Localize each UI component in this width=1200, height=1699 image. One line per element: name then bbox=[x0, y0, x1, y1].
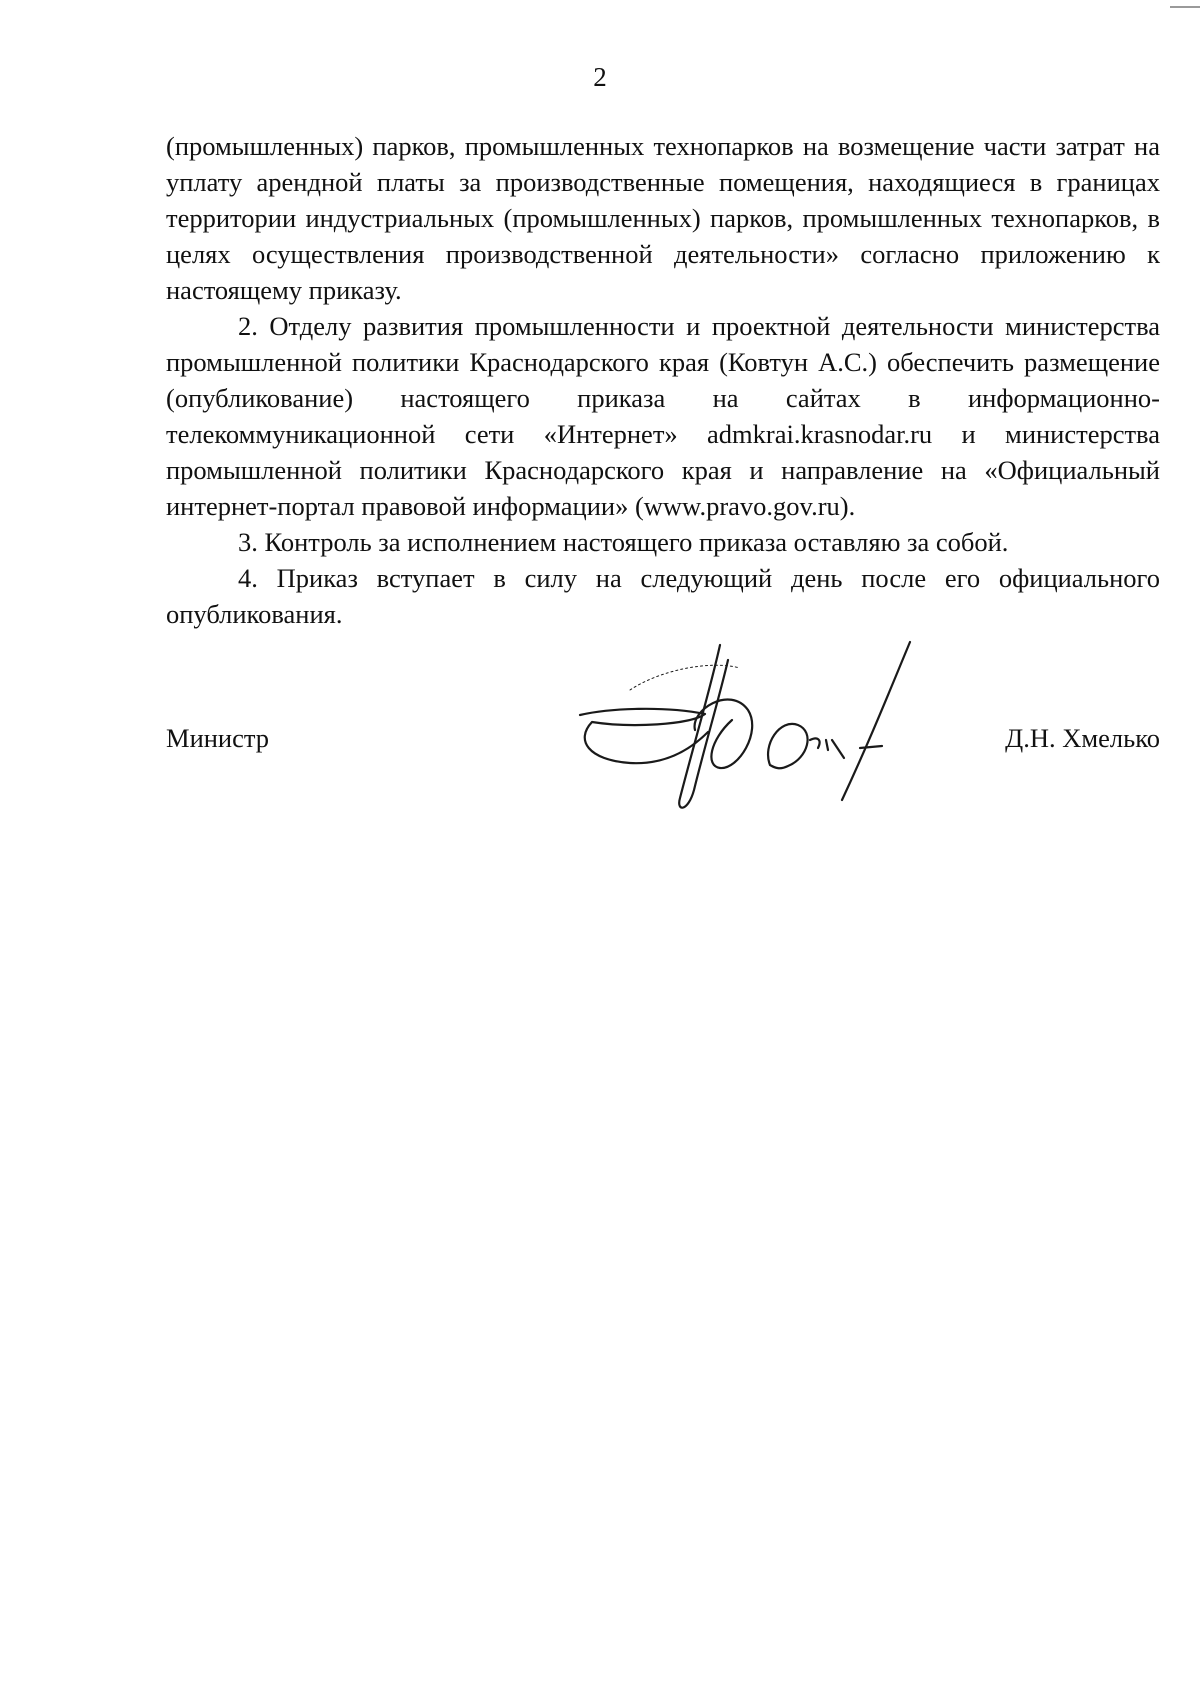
handwritten-signature-icon bbox=[570, 640, 950, 860]
paragraph-continuation: (промышленных) парков, промышленных технопарков на возмещение части затрат на уплату арендной платы за производственные помещения, находящиеся в границах территории индустриальных (промышленных) парков, промышленных технопарков, в целях осуществления производственной деятельности» согласно приложению к настоящему приказу. bbox=[166, 131, 1160, 305]
signer-name: Д.Н. Хмелько bbox=[1005, 723, 1160, 753]
paragraph-item-2: 2. Отделу развития промышленности и проектной деятельности министерства промышленной политики Краснодарского края (Ковтун А.С.) обеспечить размещение (опубликование) настоящего приказа на сайтах в информационно-телекоммуникационной сети «Интернет» admkrai.krasnodar.ru и министерства промышленной политики Краснодарского края и направление на «Официальный интернет-портал правовой информации» (www.pravo.gov.ru). bbox=[166, 311, 1160, 521]
paragraph-item-3: 3. Контроль за исполнением настоящего приказа оставляю за собой. bbox=[238, 527, 1009, 557]
signer-position: Министр bbox=[166, 723, 270, 753]
scan-edge-mark bbox=[1170, 6, 1200, 8]
document-body bbox=[166, 128, 1160, 632]
page-number: 2 bbox=[593, 62, 607, 92]
paragraph-item-4: 4. Приказ вступает в силу на следующий день после его официального опубликования. bbox=[166, 563, 1160, 629]
